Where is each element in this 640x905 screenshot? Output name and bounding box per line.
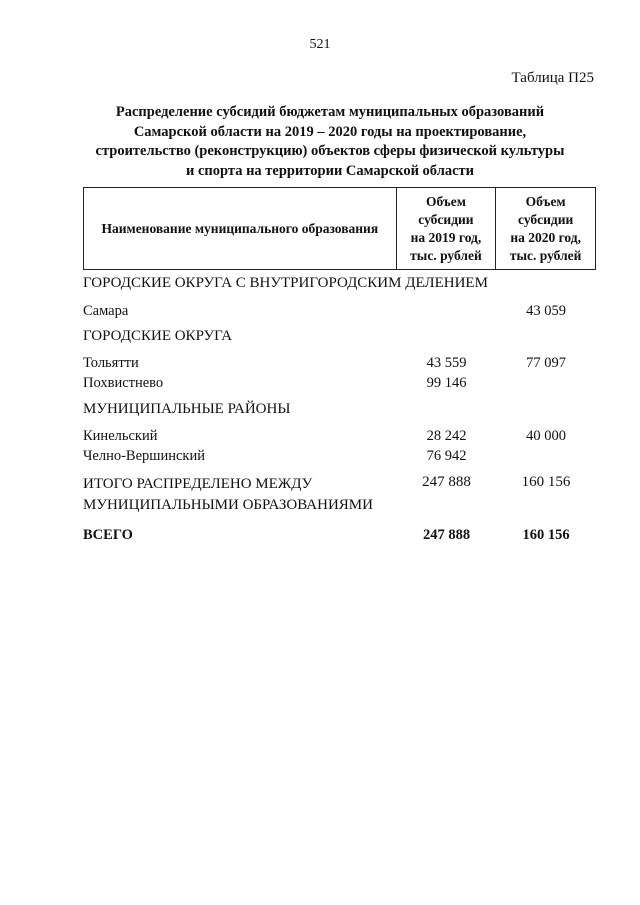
row-name: Самара <box>83 303 129 319</box>
column-header-2020 <box>496 188 596 270</box>
title-line: строительство (реконструкцию) объектов сферы физической культуры <box>95 143 565 159</box>
subtotal-value-2019: 247 888 <box>422 474 471 490</box>
header-line: на 2019 год, <box>410 229 482 245</box>
header-line: тыс. рублей <box>410 247 482 263</box>
page-number: 521 <box>309 37 331 52</box>
header-line: субсидии <box>418 211 474 227</box>
table-header <box>83 187 596 270</box>
section-label: ГОРОДСКИЕ ОКРУГА С ВНУТРИГОРОДСКИМ ДЕЛЕНИЕМ <box>83 275 488 291</box>
total-label: ВСЕГО <box>83 527 133 543</box>
header-line: субсидии <box>518 211 574 227</box>
row-value-2019: 76 942 <box>426 448 467 464</box>
table-label: Таблица П25 <box>511 70 594 86</box>
row-value-2020: 40 000 <box>526 428 566 444</box>
subtotal-label <box>83 474 373 516</box>
total-value-2020: 160 156 <box>522 527 570 543</box>
title-line: Распределение субсидий бюджетам муниципальных образований <box>115 104 545 120</box>
row-name: Тольятти <box>83 355 139 371</box>
title-line: и спорта на территории Самарской области <box>186 162 474 179</box>
total-value-2019: 247 888 <box>422 527 471 543</box>
row-name: Кинельский <box>83 428 158 444</box>
subtotal-value-2020: 160 156 <box>521 474 571 490</box>
subtotal-label-line: МУНИЦИПАЛЬНЫМИ ОБРАЗОВАНИЯМИ <box>83 497 373 513</box>
title-line: Самарской области на 2019 – 2020 годы на проектирование, <box>133 123 527 140</box>
document-title <box>60 103 600 181</box>
header-line: Объем <box>525 193 566 209</box>
section-label: МУНИЦИПАЛЬНЫЕ РАЙОНЫ <box>83 401 291 417</box>
row-value-2019: 28 242 <box>426 428 467 444</box>
row-value-2019: 99 146 <box>426 375 467 391</box>
header-line: тыс. рублей <box>509 247 582 263</box>
column-header-2019 <box>396 188 496 270</box>
row-value-2019: 43 559 <box>426 355 467 371</box>
header-line: Объем <box>425 193 466 209</box>
row-value-2020: 43 059 <box>526 303 566 319</box>
row-name: Похвистнево <box>83 375 164 391</box>
subtotal-label-line: ИТОГО РАСПРЕДЕЛЕНО МЕЖДУ <box>83 476 313 492</box>
column-header-name: Наименование муниципального образования <box>84 188 397 270</box>
row-name: Челно-Вершинский <box>83 448 205 464</box>
header-line: на 2020 год, <box>510 229 581 245</box>
section-label: ГОРОДСКИЕ ОКРУГА <box>83 328 233 344</box>
row-value-2020: 77 097 <box>526 355 566 371</box>
